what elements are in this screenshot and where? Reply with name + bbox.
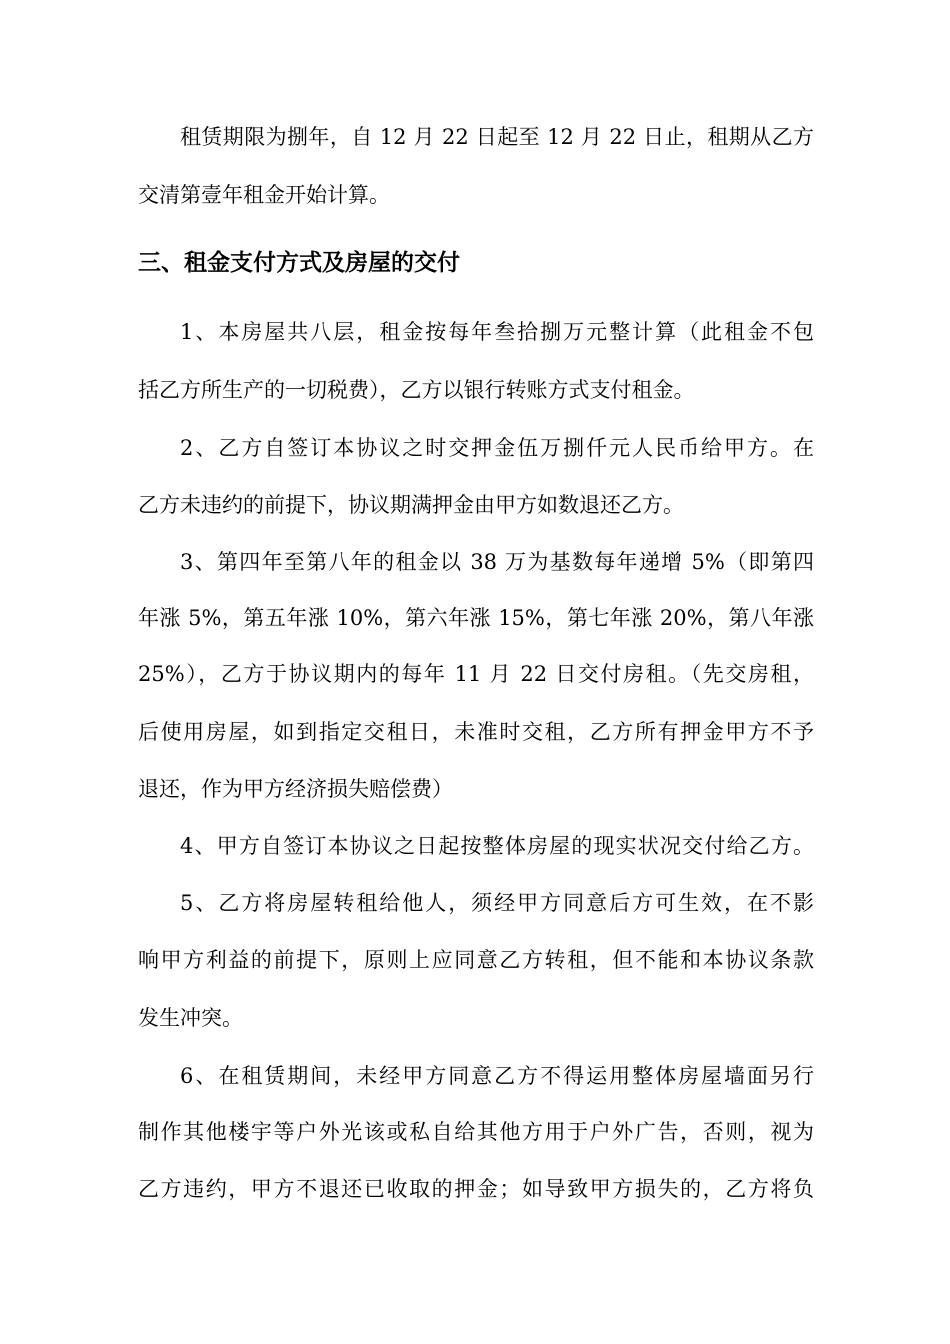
section-heading: 三、租金支付方式及房屋的交付 (138, 250, 460, 276)
paragraph-line: 乙方违约，甲方不退还已收取的押金；如导致甲方损失的，乙方将负 (138, 1177, 814, 1201)
paragraph-line: 后使用房屋，如到指定交租日，未准时交租，乙方所有押金甲方不予 (138, 720, 814, 744)
paragraph-line: 发生冲突。 (138, 1006, 243, 1030)
paragraph-line: 交清第壹年租金开始计算。 (138, 183, 390, 207)
paragraph-line: 制作其他楼宇等户外光该或私自给其他方用于户外广告，否则，视为 (138, 1120, 814, 1144)
paragraph-line: 退还，作为甲方经济损失赔偿费） (138, 777, 453, 801)
paragraph-line: 括乙方所生产的一切税费），乙方以银行转账方式支付租金。 (138, 378, 695, 402)
paragraph-line: 4、甲方自签订本协议之日起按整体房屋的现实状况交付给乙方。 (180, 834, 814, 858)
paragraph-line: 5、乙方将房屋转租给他人，须经甲方同意后方可生效，在不影 (180, 891, 814, 915)
paragraph-line: 2、乙方自签订本协议之时交押金伍万捌仟元人民币给甲方。在 (180, 436, 814, 460)
paragraph-line: 响甲方利益的前提下，原则上应同意乙方转租，但不能和本协议条款 (138, 948, 814, 972)
paragraph-line: 25%），乙方于协议期内的每年 11 月 22 日交付房租。（先交房租， (138, 662, 814, 686)
paragraph-line: 1、本房屋共八层，租金按每年叁拾捌万元整计算（此租金不包 (180, 320, 814, 344)
paragraph-line: 乙方未违约的前提下，协议期满押金由甲方如数退还乙方。 (138, 493, 684, 517)
paragraph-line: 3、第四年至第八年的租金以 38 万为基数每年递增 5%（即第四 (180, 550, 814, 574)
paragraph-line: 6、在租赁期间，未经甲方同意乙方不得运用整体房屋墙面另行 (180, 1064, 814, 1088)
paragraph-line: 租赁期限为捌年，自 12 月 22 日起至 12 月 22 日止，租期从乙方 (180, 125, 814, 149)
paragraph-line: 年涨 5%，第五年涨 10%，第六年涨 15%，第七年涨 20%，第八年涨 (138, 606, 814, 630)
